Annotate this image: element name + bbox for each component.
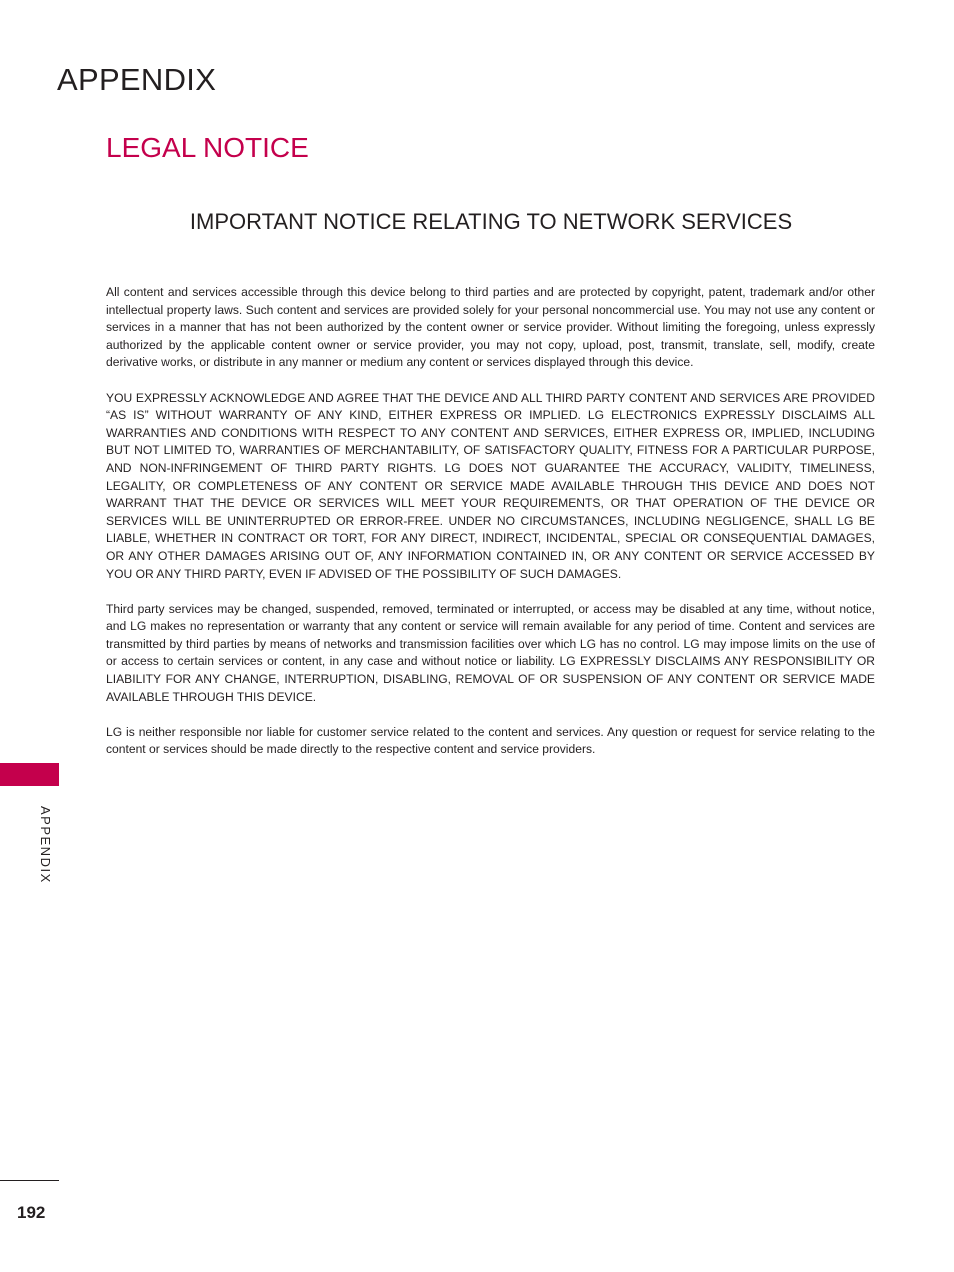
section-title: APPENDIX — [57, 62, 217, 97]
side-tab-marker — [0, 763, 59, 786]
paragraph-content-ownership: All content and services accessible through this device belong to third parties and are protected by copyright, patent, trademark and/or other intellectual property laws. Such content and services are provided solely for your personal noncommercial use. You may not use any content or services in a manner that has not been authorized by the content owner or service provider. Without limiting the foregoing, unless expressly authorized by the applicable content owner or service provider, you may not copy, upload, post, transmit, translate, sell, modify, create derivative works, or distribute in any manner or medium any content or services displayed through this device. — [106, 285, 875, 370]
page-heading: LEGAL NOTICE — [106, 132, 309, 163]
page-number: 192 — [17, 1203, 46, 1222]
paragraph-customer-service: LG is neither responsible nor liable for customer service related to the content and services. Any question or request for service relating to the content or services should be made directly to the respective content and service providers. — [106, 724, 875, 757]
side-section-label: APPENDIX — [38, 806, 53, 884]
legal-notice-body — [106, 284, 875, 777]
footer-divider — [0, 1180, 59, 1181]
subheading: IMPORTANT NOTICE RELATING TO NETWORK SERVICES — [189, 209, 793, 234]
paragraph-warranty-disclaimer: YOU EXPRESSLY ACKNOWLEDGE AND AGREE THAT THE DEVICE AND ALL THIRD PARTY CONTENT AND SERVICES ARE PROVIDED “AS IS” WITHOUT WARRANTY OF ANY KIND, EITHER EXPRESS OR IMPLIED. LG ELECTRONICS EXPRESSLY DISCLAIMS ALL WARRANTIES AND CONDITIONS WITH RESPECT TO ANY CONTENT AND SERVICES, EITHER EXPRESS OR, IMPLIED, INCLUDING BUT NOT LIMITED TO, WARRANTIES OF MERCHANTABILITY, OF SATISFACTORY QUALITY, FITNESS FOR A PARTICULAR PURPOSE, AND NON-INFRINGEMENT OF THIRD PARTY RIGHTS. LG DOES NOT GUARANTEE THE ACCURACY, VALIDITY, TIMELINESS, LEGALITY, OR COMPLETENESS OF ANY CONTENT OR SERVICE MADE AVAILABLE THROUGH THIS DEVICE AND DOES NOT WARRANT THAT THE DEVICE OR SERVICES WILL MEET YOUR REQUIREMENTS, OR THAT OPERATION OF THE DEVICE OR SERVICES WILL BE UNINTERRUPTED OR ERROR-FREE. UNDER NO CIRCUMSTANCES, INCLUDING NEGLIGENCE, SHALL LG BE LIABLE, WHETHER IN CONTRACT OR TORT, FOR ANY DIRECT, INDIRECT, INCIDENTAL, SPECIAL OR CONSEQUENTIAL DAMAGES, OR ANY OTHER DAMAGES ARISING OUT OF, ANY INFORMATION CONTAINED IN, OR ANY CONTENT OR SERVICE ACCESSED BY YOU OR ANY THIRD PARTY, EVEN IF ADVISED OF THE POSSIBILITY OF SUCH DAMAGES. — [106, 390, 875, 581]
paragraph-service-changes: Third party services may be changed, suspended, removed, terminated or interrupted, or access may be disabled at any time, without notice, and LG makes no representation or warranty that any content or service will remain available for any period of time. Content and services are transmitted by third parties by means of networks and transmission facilities over which LG has no control. LG may impose limits on the use of or access to certain services or content, in any case and without notice or liability. LG EXPRESSLY DISCLAIMS ANY RESPONSIBILITY OR LIABILITY FOR ANY CHANGE, INTERRUPTION, DISABLING, REMOVAL OF OR SUSPENSION OF ANY CONTENT OR SERVICE MADE AVAILABLE THROUGH THIS DEVICE. — [106, 601, 875, 704]
